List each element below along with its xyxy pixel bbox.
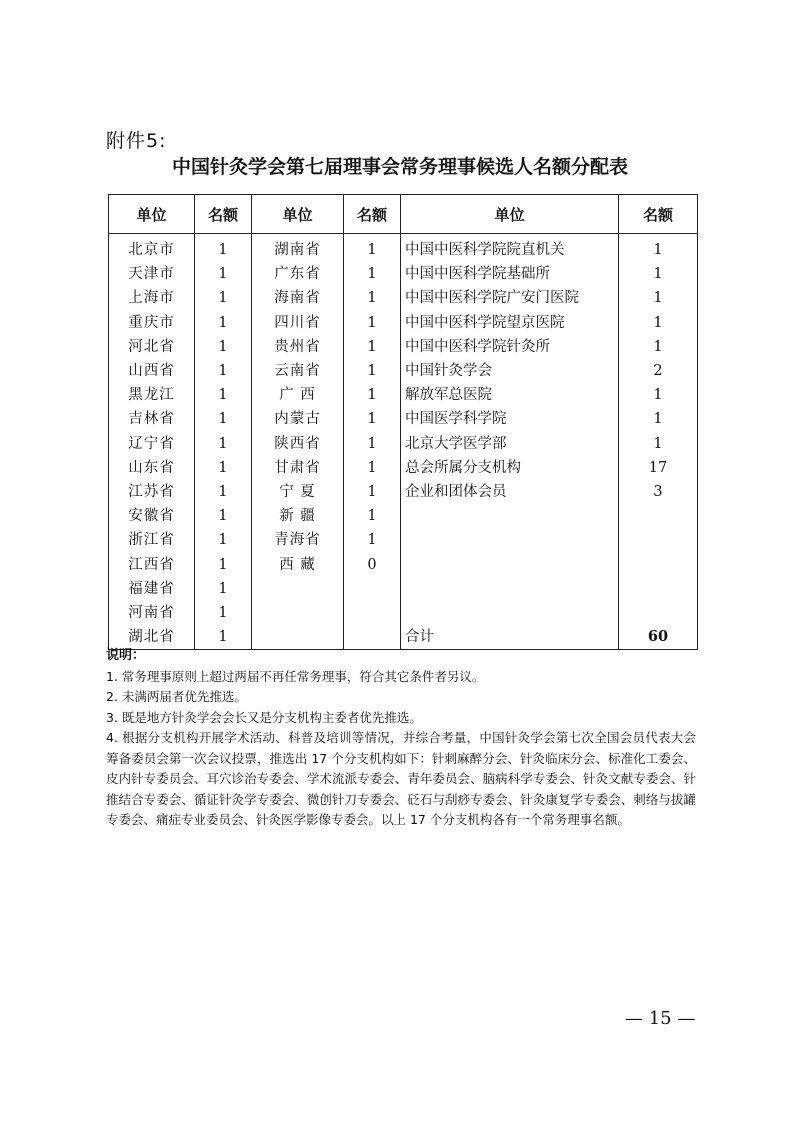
table-row <box>109 234 698 263</box>
province-cell: 河北省 <box>109 335 195 359</box>
unit-cell: 中国中医科学院针灸所 <box>401 335 619 359</box>
table-row <box>109 504 698 528</box>
province-cell: 天津市 <box>109 262 195 286</box>
unit-cell: 中国针灸学会 <box>401 359 619 383</box>
unit-cell: 解放军总医院 <box>401 383 619 407</box>
quota-cell: 1 <box>195 383 252 407</box>
quota-cell: 1 <box>195 432 252 456</box>
quota-cell: 1 <box>344 528 401 552</box>
quota-cell <box>619 552 698 576</box>
table-row <box>109 552 698 576</box>
province-cell: 吉林省 <box>109 407 195 431</box>
quota-cell <box>619 528 698 552</box>
province-cell: 西 藏 <box>252 552 344 576</box>
unit-cell: 中国医学科学院 <box>401 407 619 431</box>
quota-table <box>108 194 698 650</box>
province-cell: 甘肃省 <box>252 456 344 480</box>
quota-cell: 1 <box>344 407 401 431</box>
quota-cell: 1 <box>619 335 698 359</box>
province-cell: 安徽省 <box>109 504 195 528</box>
quota-cell <box>344 601 401 625</box>
province-cell: 河南省 <box>109 601 195 625</box>
header-quota-2: 名额 <box>344 195 401 234</box>
table-row <box>109 432 698 456</box>
table-row <box>109 456 698 480</box>
province-cell: 广 西 <box>252 383 344 407</box>
quota-cell: 1 <box>619 383 698 407</box>
province-cell: 黑龙江 <box>109 383 195 407</box>
table-row <box>109 480 698 504</box>
province-cell <box>252 577 344 601</box>
province-cell: 云南省 <box>252 359 344 383</box>
quota-cell: 1 <box>344 234 401 263</box>
province-cell: 江苏省 <box>109 480 195 504</box>
quota-cell <box>619 504 698 528</box>
table-row <box>109 528 698 552</box>
header-quota-3: 名额 <box>619 195 698 234</box>
unit-cell: 中国中医科学院基础所 <box>401 262 619 286</box>
province-cell: 上海市 <box>109 286 195 310</box>
header-unit-3: 单位 <box>401 195 619 234</box>
table-row <box>109 286 698 310</box>
quota-cell: 1 <box>619 432 698 456</box>
quota-cell: 1 <box>344 335 401 359</box>
quota-cell: 1 <box>344 480 401 504</box>
quota-cell: 1 <box>195 359 252 383</box>
quota-cell: 1 <box>619 407 698 431</box>
province-cell <box>252 601 344 625</box>
unit-cell: 中国中医科学院望京医院 <box>401 311 619 335</box>
attachment-label: 附件5: <box>106 130 167 152</box>
quota-cell: 1 <box>195 311 252 335</box>
province-cell: 贵州省 <box>252 335 344 359</box>
province-cell: 广东省 <box>252 262 344 286</box>
quota-cell <box>619 577 698 601</box>
unit-cell <box>401 528 619 552</box>
quota-cell: 1 <box>195 335 252 359</box>
table-row <box>109 359 698 383</box>
quota-cell: 1 <box>195 577 252 601</box>
quota-cell: 1 <box>195 234 252 263</box>
unit-cell <box>401 601 619 625</box>
header-unit-1: 单位 <box>109 195 195 234</box>
province-cell: 内蒙古 <box>252 407 344 431</box>
province-cell: 陕西省 <box>252 432 344 456</box>
province-cell: 福建省 <box>109 577 195 601</box>
quota-cell: 1 <box>195 601 252 625</box>
table-row <box>109 262 698 286</box>
province-cell: 青海省 <box>252 528 344 552</box>
province-cell: 宁 夏 <box>252 480 344 504</box>
quota-cell: 1 <box>344 311 401 335</box>
document-title: 中国针灸学会第七届理事会常务理事候选人名额分配表 <box>171 156 628 178</box>
province-cell: 江西省 <box>109 552 195 576</box>
province-cell: 重庆市 <box>109 311 195 335</box>
quota-cell: 1 <box>195 286 252 310</box>
table-row <box>109 311 698 335</box>
quota-cell: 1 <box>195 504 252 528</box>
table-row <box>109 577 698 601</box>
note-item: 3. 既是地方针灸学会会长又是分支机构主委者优先推选。 <box>106 709 422 725</box>
page-number: — 15 — <box>625 1008 696 1029</box>
note-item: 2. 未满两届者优先推选。 <box>106 689 247 704</box>
province-cell: 北京市 <box>109 234 195 263</box>
quota-cell: 1 <box>619 262 698 286</box>
table-row <box>109 601 698 625</box>
province-cell: 海南省 <box>252 286 344 310</box>
quota-cell: 1 <box>344 383 401 407</box>
quota-cell: 1 <box>344 262 401 286</box>
notes-section <box>106 646 696 831</box>
unit-cell: 北京大学医学部 <box>401 432 619 456</box>
quota-cell: 17 <box>619 456 698 480</box>
quota-cell: 1 <box>344 286 401 310</box>
unit-cell: 总会所属分支机构 <box>401 456 619 480</box>
table-row <box>109 335 698 359</box>
quota-cell: 1 <box>619 286 698 310</box>
province-cell: 浙江省 <box>109 528 195 552</box>
unit-cell: 中国中医科学院院直机关 <box>401 234 619 263</box>
notes-heading: 说明： <box>106 648 146 663</box>
province-cell: 新 疆 <box>252 504 344 528</box>
header-unit-2: 单位 <box>252 195 344 234</box>
quota-cell <box>619 601 698 625</box>
quota-cell: 1 <box>619 311 698 335</box>
quota-cell: 1 <box>195 480 252 504</box>
quota-cell: 0 <box>344 552 401 576</box>
header-quota-1: 名额 <box>195 195 252 234</box>
quota-cell: 1 <box>195 262 252 286</box>
note-item: 4. 根据分支机构开展学术活动、科普及培训等情况，并综合考量，中国针灸学会第七次全国会员代表大会筹备委员会第一次会议投票，推选出 17 个分支机构如下：针刺麻醉分会、针灸临床分会、标准化工委会、皮内针专委员会、耳穴诊治专委会、学术流派专委会、青年委员会、脑病科学专委会、针灸文献专委会、针推结合专委会、循证针灸学专委会、微创针刀专委会、砭石与刮痧专委会、针灸康复学专委会、刺络与拔罐专委会、痛症专业委员会、针灸医学影像专委会。以上 17 个分支机构各有一个常务理事名额。 <box>106 730 696 827</box>
quota-cell <box>344 577 401 601</box>
province-cell: 湖南省 <box>252 234 344 263</box>
unit-cell <box>401 504 619 528</box>
province-cell: 山东省 <box>109 456 195 480</box>
quota-cell: 1 <box>619 234 698 263</box>
quota-cell: 60 <box>619 625 698 650</box>
unit-cell: 中国中医科学院广安门医院 <box>401 286 619 310</box>
province-cell: 四川省 <box>252 311 344 335</box>
unit-cell <box>401 552 619 576</box>
quota-cell: 1 <box>195 552 252 576</box>
quota-cell: 1 <box>344 504 401 528</box>
quota-cell: 1 <box>195 407 252 431</box>
table-row <box>109 407 698 431</box>
quota-cell: 2 <box>619 359 698 383</box>
quota-cell: 1 <box>195 456 252 480</box>
quota-cell: 3 <box>619 480 698 504</box>
quota-cell: 1 <box>344 432 401 456</box>
unit-cell <box>401 577 619 601</box>
quota-cell: 1 <box>195 528 252 552</box>
quota-cell: 1 <box>195 625 252 650</box>
quota-cell: 1 <box>344 359 401 383</box>
province-cell: 辽宁省 <box>109 432 195 456</box>
province-cell: 湖北省 <box>109 625 195 650</box>
unit-cell: 企业和团体会员 <box>401 480 619 504</box>
note-item: 1. 常务理事原则上超过两届不再任常务理事，符合其它条件者另议。 <box>106 668 485 684</box>
table-header-row <box>109 195 698 234</box>
quota-cell: 1 <box>344 456 401 480</box>
table-row <box>109 383 698 407</box>
unit-cell: 合计 <box>401 625 619 650</box>
province-cell: 山西省 <box>109 359 195 383</box>
